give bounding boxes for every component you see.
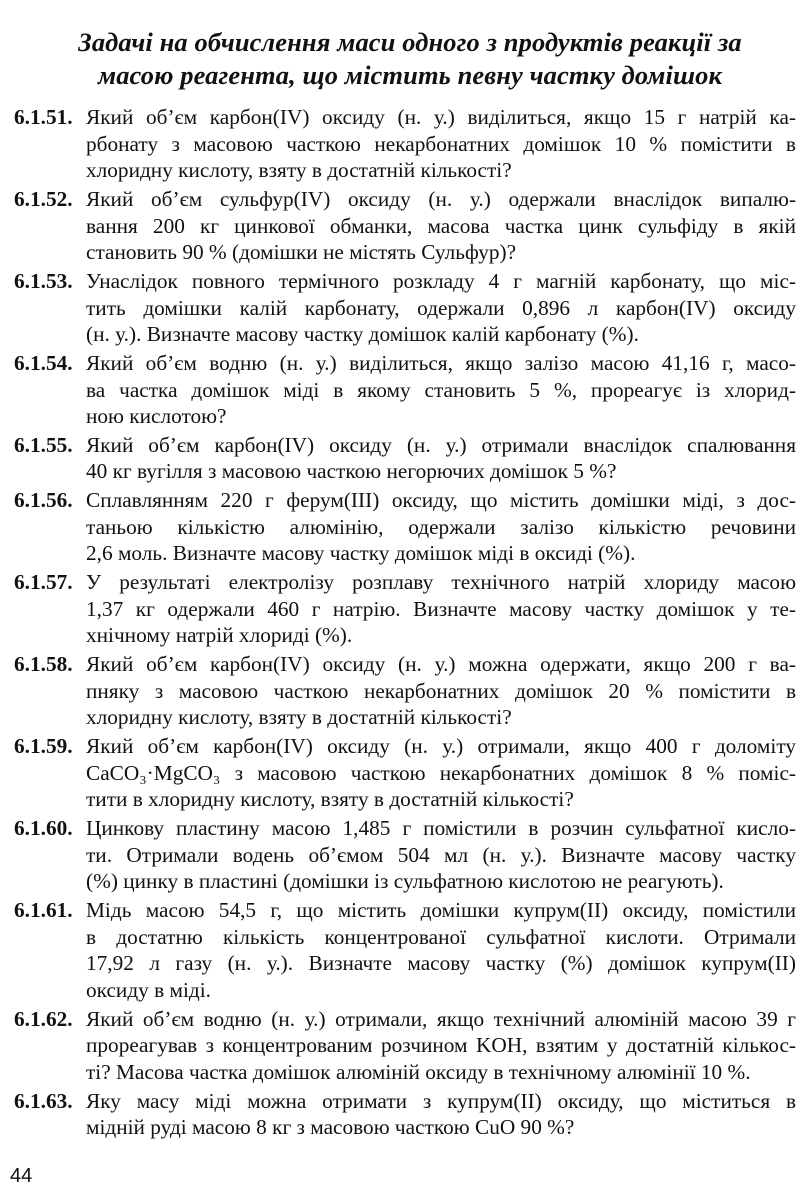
heading-line-1: Задачі на обчислення маси одного з продуктів реакції за — [78, 27, 742, 57]
problem-number: 6.1.62. — [14, 1006, 73, 1031]
problem-list — [14, 104, 796, 1143]
problem-text-line: Який об’єм сульфур(IV) оксиду (н. у.) одержали внаслідок випалю- — [86, 186, 796, 211]
problem-item — [14, 897, 796, 1003]
problem-text-line: рбонату з масовою часткою некарбонатних домішок 10 % помістити в — [86, 131, 796, 156]
problem-text-line: хлоридну кислоту, взяту в достатній кількості? — [86, 158, 512, 183]
problem-text — [86, 432, 796, 485]
problem-text-line: хлоридну кислоту, взяту в достатній кількості? — [86, 705, 512, 730]
problem-number: 6.1.51. — [14, 105, 73, 129]
problem-text — [86, 268, 796, 348]
problem-text-line: 1,37 кг одержали 460 г натрію. Визначте масову частку домішок у те- — [86, 596, 796, 621]
problem-item — [14, 186, 796, 266]
problem-text-line: прореагував з концентрованим розчином KOH, взятим у достатній кількос- — [86, 1033, 796, 1058]
problem-number: 6.1.53. — [14, 268, 73, 293]
problem-number: 6.1.59. — [14, 734, 73, 759]
problem-item — [14, 350, 796, 430]
problem-text — [86, 1006, 796, 1086]
problem-item — [14, 1088, 796, 1141]
problem-item — [14, 1006, 796, 1086]
problem-text-line: хнічному натрій хлориді (%). — [86, 623, 353, 648]
problem-text-line: Який об’єм карбон(IV) оксиду (н. у.) отримали внаслідок спалювання — [86, 432, 796, 457]
problem-text — [86, 350, 796, 430]
problem-text-line: Який об’єм карбон(IV) оксиду (н. у.) отримали, якщо 400 г доломіту — [86, 734, 796, 759]
problem-text-line: Який об’єм водню (н. у.) отримали, якщо технічний алюміній масою 39 г — [86, 1006, 796, 1031]
problem-number: 6.1.54. — [14, 350, 73, 375]
problem-text-line: в достатню кількість концентрованої сульфатної кислоти. Отримали — [86, 924, 796, 949]
problem-text-line: тить домішки калій карбонату, одержали 0,896 л карбон(IV) оксиду — [86, 295, 796, 320]
problem-text-line: мідній руді масою 8 кг з масовою часткою CuO 90 %? — [86, 1115, 575, 1140]
problem-text — [86, 815, 796, 895]
problem-text-line: тити в хлоридну кислоту, взяту в достатній кількості? — [86, 787, 574, 812]
problem-text-line: 2,6 моль. Визначте масову частку домішок міді в оксиді (%). — [86, 541, 636, 566]
problem-number: 6.1.60. — [14, 816, 73, 841]
problem-text — [86, 104, 796, 184]
problem-text-line: Який об’єм карбон(IV) оксиду (н. у.) виділиться, якщо 15 г натрій ка- — [86, 105, 796, 129]
problem-number: 6.1.63. — [14, 1088, 73, 1113]
problem-text-line: ва частка домішок міді в якому становить 5 %, прореагує із хлорид- — [86, 377, 796, 402]
problem-text-line: Яку масу міді можна отримати з купрум(II) оксиду, що міститься в — [86, 1088, 796, 1113]
problem-item — [14, 104, 796, 184]
problem-text-line: оксиду в міді. — [86, 977, 211, 1002]
problem-number: 6.1.61. — [14, 898, 73, 923]
problem-text — [86, 1088, 796, 1141]
section-heading — [30, 26, 790, 92]
page-number: 44 — [10, 1165, 33, 1187]
problem-number: 6.1.55. — [14, 432, 73, 457]
problem-item — [14, 733, 796, 813]
problem-text — [86, 569, 796, 649]
problem-text-line: Який об’єм водню (н. у.) виділиться, якщо залізо масою 41,16 г, масо- — [86, 350, 796, 375]
problem-text-line: (н. у.). Визначте масову частку домішок калій карбонату (%). — [86, 322, 639, 347]
problem-text — [86, 186, 796, 266]
problem-item — [14, 815, 796, 895]
problem-text-line: вання 200 кг цинкової обманки, масова частка цинк сульфіду в якій — [86, 213, 796, 238]
problem-item — [14, 569, 796, 649]
problem-number: 6.1.57. — [14, 570, 73, 595]
problem-text-line: 17,92 л газу (н. у.). Визначте масову частку (%) домішок купрум(II) — [86, 951, 796, 976]
problem-text — [86, 487, 796, 567]
problem-number: 6.1.52. — [14, 186, 73, 211]
problem-text-line: Сплавлянням 220 г ферум(III) оксиду, що містить домішки міді, з дос- — [86, 488, 796, 513]
problem-item — [14, 651, 796, 731]
problem-item — [14, 487, 796, 567]
problem-number: 6.1.56. — [14, 488, 73, 513]
problem-item — [14, 432, 796, 485]
problem-text — [86, 897, 796, 1003]
problem-text-line: (%) цинку в пластині (домішки із сульфатною кислотою не реагують). — [86, 869, 724, 894]
problem-text — [86, 733, 796, 813]
problem-text-line: становить 90 % (домішки не містять Сульфур)? — [86, 240, 517, 265]
problem-text — [86, 651, 796, 731]
problem-text-line: ті? Масова частка домішок алюміній оксиду в технічному алюмінії 10 %. — [86, 1059, 751, 1084]
problem-number: 6.1.58. — [14, 652, 73, 677]
problem-text-line: Мідь масою 54,5 г, що містить домішки купрум(II) оксиду, помістили — [86, 898, 796, 923]
problem-text-line: пняку з масовою часткою некарбонатних домішок 20 % помістити в — [86, 678, 796, 703]
problem-text-line: CaCO₃·MgCO₃ з масовою часткою некарбонатних домішок 8 % поміс- — [86, 760, 796, 785]
heading-line-2: масою реагента, що містить певну частку домішок — [97, 60, 723, 90]
problem-text-line: Цинкову пластину масою 1,485 г помістили в розчин сульфатної кисло- — [86, 816, 796, 841]
problem-text-line: У результаті електролізу розплаву технічного натрій хлориду масою — [86, 570, 796, 595]
problem-text-line: ти. Отримали водень об’ємом 504 мл (н. у.). Визначте масову частку — [86, 842, 796, 867]
problem-text-line: Який об’єм карбон(IV) оксиду (н. у.) можна одержати, якщо 200 г ва- — [86, 652, 796, 677]
problem-text-line: 40 кг вугілля з масовою часткою негорючих домішок 5 %? — [86, 459, 617, 484]
problem-item — [14, 268, 796, 348]
problem-text-line: таньою кількістю алюмінію, одержали залізо кількістю речовини — [86, 514, 796, 539]
problem-text-line: ною кислотою? — [86, 404, 227, 429]
problem-text-line: Унаслідок повного термічного розкладу 4 г магній карбонату, що міс- — [86, 268, 796, 293]
